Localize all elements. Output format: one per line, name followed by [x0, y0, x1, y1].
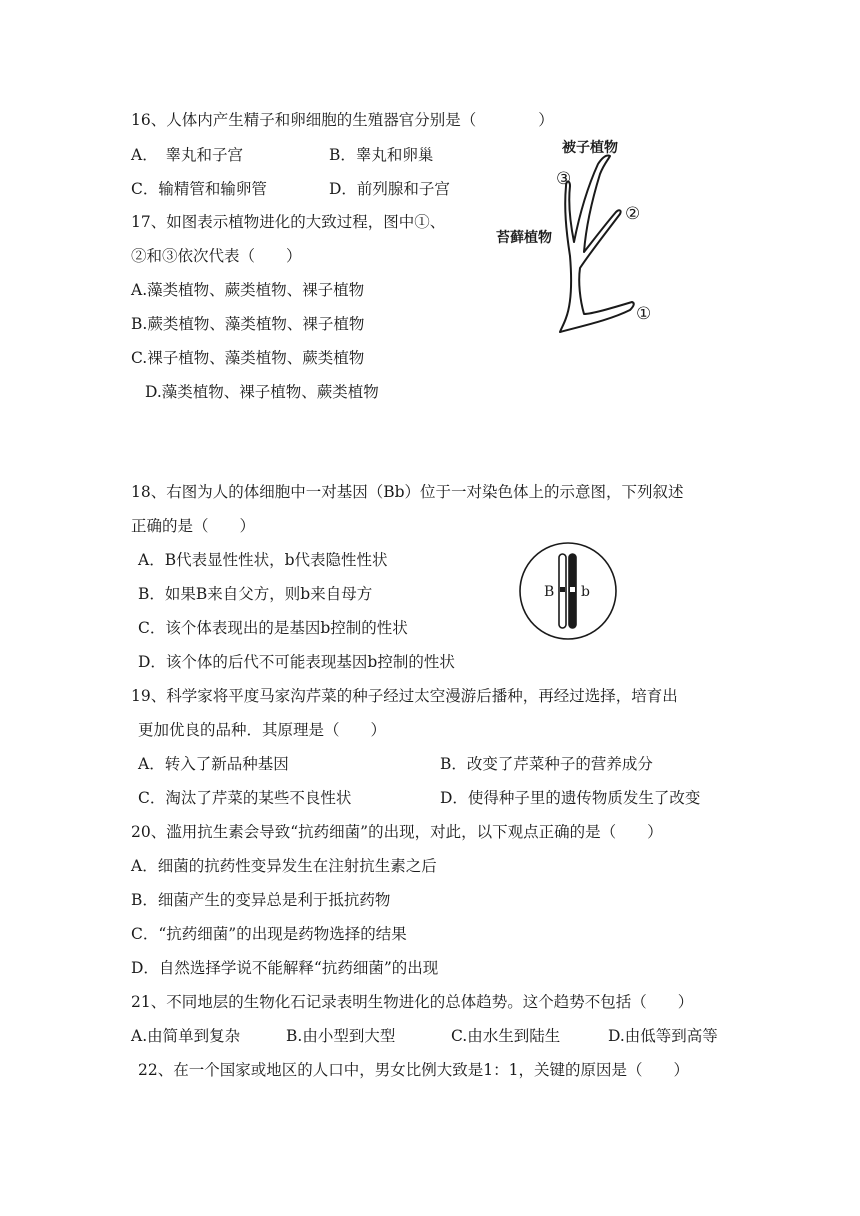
- q18-stem-line1: 18、右图为人的体细胞中一对基因（Bb）位于一对染色体上的示意图，下列叙述: [131, 483, 684, 501]
- q20-option-c: C．“抗药细菌”的出现是药物选择的结果: [131, 925, 407, 943]
- q18-option-b: B．如果B来自父方，则b来自母方: [138, 585, 373, 603]
- q18-option-a: A．B代表显性性状，b代表隐性性状: [138, 551, 388, 569]
- q21-option-a: A.由简单到复杂: [131, 1027, 241, 1045]
- label-bryophyte: 苔藓植物: [496, 230, 552, 246]
- q17-stem-line2: ②和③依次代表（ ）: [131, 247, 302, 265]
- q17-option-a: A.藻类植物、蕨类植物、裸子植物: [131, 281, 365, 299]
- q21-option-c: C.由水生到陆生: [451, 1027, 561, 1045]
- q20-stem: 20、滥用抗生素会导致“抗药细菌”的出现，对此，以下观点正确的是（ ）: [131, 823, 663, 841]
- q20-option-d: D．自然选择学说不能解释“抗药细菌”的出现: [131, 959, 439, 977]
- q21-option-b: B.由小型到大型: [286, 1027, 396, 1045]
- q18-stem-line2: 正确的是（ ）: [131, 517, 256, 535]
- q19-option-c: C．淘汰了芹菜的某些不良性状: [138, 789, 352, 807]
- marker-2: ②: [625, 204, 641, 224]
- q19-option-b: B．改变了芹菜种子的营养成分: [440, 755, 653, 773]
- q19-stem-line1: 19、科学家将平度马家沟芹菜的种子经过太空漫游后播种，再经过选择，培育出: [131, 687, 678, 705]
- q17-option-b: B.蕨类植物、藻类植物、裸子植物: [131, 315, 365, 333]
- q19-option-a: A．转入了新品种基因: [138, 755, 289, 773]
- gene-label-B: B: [544, 584, 555, 600]
- q20-option-b: B．细菌产生的变异总是利于抵抗药物: [131, 891, 391, 909]
- q19-stem-line2: 更加优良的品种．其原理是（ ）: [138, 721, 387, 739]
- q16-option-d: D．前列腺和子宫: [329, 180, 450, 198]
- q18-option-c: C．该个体表现出的是基因b控制的性状: [138, 619, 408, 637]
- cell-outline: [520, 543, 616, 639]
- chromosome-pair-figure: [518, 541, 618, 641]
- q17-option-c: C.裸子植物、藻类植物、蕨类植物: [131, 349, 365, 367]
- label-angiosperm: 被子植物: [562, 140, 618, 156]
- q20-option-a: A．细菌的抗药性变异发生在注射抗生素之后: [131, 857, 437, 875]
- q22-stem: 22、在一个国家或地区的人口中，男女比例大致是1：1，关键的原因是（ ）: [138, 1061, 689, 1079]
- q19-option-d: D．使得种子里的遗传物质发生了改变: [440, 789, 701, 807]
- gene-locus-b-upper: [560, 587, 565, 592]
- q21-option-d: D.由低等到高等: [608, 1027, 718, 1045]
- q16-stem: 16、人体内产生精子和卵细胞的生殖器官分别是（ ）: [131, 111, 554, 129]
- q16-option-a: A． 睾丸和子宫: [131, 146, 243, 164]
- marker-1: ①: [636, 304, 652, 324]
- q16-option-b: B．睾丸和卵巢: [329, 146, 434, 164]
- gene-locus-b-lower: [570, 587, 575, 592]
- plant-evolution-tree-figure: [492, 130, 652, 340]
- gene-label-b: b: [581, 584, 590, 600]
- q17-option-d: D.藻类植物、裸子植物、蕨类植物: [145, 383, 379, 401]
- q16-option-c: C．输精管和输卵管: [131, 180, 267, 198]
- q21-stem: 21、不同地层的生物化石记录表明生物进化的总体趋势。这个趋势不包括（ ）: [131, 993, 694, 1011]
- q17-stem-line1: 17、如图表示植物进化的大致过程，图中①、: [131, 213, 446, 231]
- q18-option-d: D．该个体的后代不可能表现基因b控制的性状: [138, 653, 455, 671]
- marker-3: ③: [556, 169, 572, 189]
